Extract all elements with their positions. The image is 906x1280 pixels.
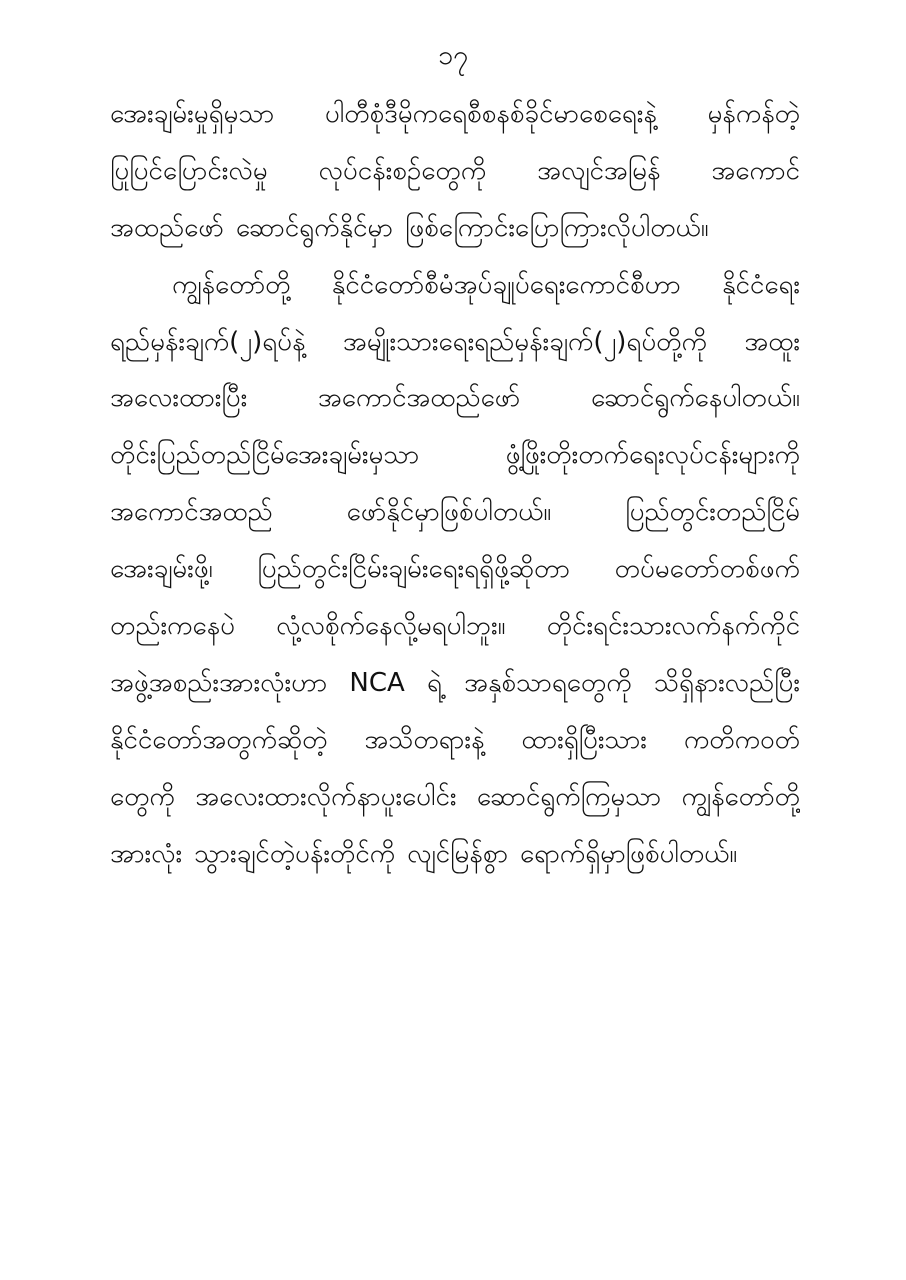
text-word: ဆောင်ရွက်နေပါတယ်။ (590, 383, 800, 414)
text-word: အလျင်အမြန် (537, 155, 661, 186)
text-line (110, 661, 800, 718)
body-text (110, 92, 800, 888)
text-line (110, 547, 800, 604)
text-word: အသိတရားနဲ့ (364, 724, 485, 755)
text-word: ဖြစ်ကြောင်းပြောကြားလိုပါတယ်။ (404, 212, 709, 243)
text-line (110, 376, 800, 433)
text-line (110, 490, 800, 547)
text-word: ပါတီစုံဒီမိုကရေစီစနစ်ခိုင်မာစေရေးနဲ့ (324, 99, 657, 129)
text-word: ပြုပြင်ပြောင်းလဲမှု (110, 155, 268, 186)
text-word: ကျွန်တော်တို့ (172, 269, 291, 300)
text-word: အလေးထားပြီး (110, 383, 248, 414)
text-word: အဖွဲ့အစည်းအားလုံးဟာ (110, 667, 328, 698)
text-word: အားလုံး (110, 838, 183, 869)
text-word: ကျွန်တော်တို့ (681, 781, 800, 812)
text-word: ဖွံ့ဖြိုးတိုးတက်ရေးလုပ်ငန်းများကို (505, 440, 800, 471)
text-line (110, 149, 800, 206)
text-word: အမျိုးသားရေးရည်မှန်းချက်(၂)ရပ်တို့ကို (342, 326, 707, 357)
text-word: တွေကို (110, 781, 175, 812)
text-line (110, 775, 800, 832)
text-line (110, 206, 800, 263)
text-word: နိုင်ငံတော်အတွက်ဆိုတဲ့ (110, 724, 328, 755)
text-word: နိုင်ငံတော်စီမံအုပ်ချုပ်ရေးကောင်စီဟာ (331, 269, 681, 300)
text-word: ဆောင်ရွက်နိုင်မှာ (235, 212, 393, 243)
text-word: အထည်ဖော် (110, 212, 224, 243)
text-word: အေးချမ်းဖို့၊ (110, 554, 213, 585)
text-line (110, 718, 800, 775)
text-word: တိုင်းရင်းသားလက်နက်ကိုင် (546, 611, 800, 642)
text-line (110, 604, 800, 661)
text-word: အေးချမ်းမှုရှိမှသာ (110, 99, 275, 129)
text-word: NCA (349, 667, 405, 698)
text-word: လုံ့လစိုက်နေလို့မရပါဘူး။ (276, 611, 506, 642)
text-word: ဆောင်ရွက်ကြမှသာ (476, 781, 662, 812)
text-word: အကောင် (711, 155, 800, 186)
text-word: ပြည်တွင်းတည်ငြိမ် (625, 497, 800, 528)
text-word: ဖော်နိုင်မှာဖြစ်ပါတယ်။ (346, 497, 552, 528)
text-word: တိုင်းပြည်တည်ငြိမ်အေးချမ်းမှသာ (110, 440, 420, 471)
text-line (110, 320, 800, 377)
text-line (110, 832, 800, 889)
text-word: လျင်မြန်စွာ (407, 838, 509, 869)
text-word: ရည်မှန်းချက်(၂)ရပ်နဲ့ (110, 326, 306, 357)
text-word: အကောင်အထည် (110, 497, 273, 528)
text-word: လုပ်ငန်းစဉ်တွေကို (318, 155, 487, 186)
text-word: ရဲ့ (426, 667, 442, 698)
text-word: အနှစ်သာရတွေကို (464, 667, 632, 698)
text-word: တည်းကနေပဲ (110, 611, 235, 642)
text-word: ပြည်တွင်းငြိမ်းချမ်းရေးရရှိဖို့ဆိုတာ (257, 554, 570, 585)
text-line (110, 263, 800, 320)
text-word: သိရှိနားလည်ပြီး (653, 667, 800, 698)
text-word: ထားရှိပြီးသား (521, 724, 647, 755)
text-word: တပ်မတော်တစ်ဖက် (614, 554, 800, 585)
text-word: နိုင်ငံရေး (722, 269, 800, 300)
text-word: ကတိကဝတ် (683, 724, 800, 755)
text-word: ရောက်ရှိမှာဖြစ်ပါတယ်။ (520, 838, 738, 869)
page-number: ၁၇ (437, 40, 469, 71)
text-word: အထူး (744, 326, 800, 357)
text-line (110, 92, 800, 149)
text-word: အလေးထားလိုက်နာပူးပေါင်း (195, 781, 457, 812)
text-word: မှန်ကန်တဲ့ (707, 99, 800, 129)
text-word: သွားချင်တဲ့ပန်းတိုင်ကို (194, 838, 396, 869)
text-word: အကောင်အထည်ဖော် (317, 383, 521, 414)
text-line (110, 433, 800, 490)
